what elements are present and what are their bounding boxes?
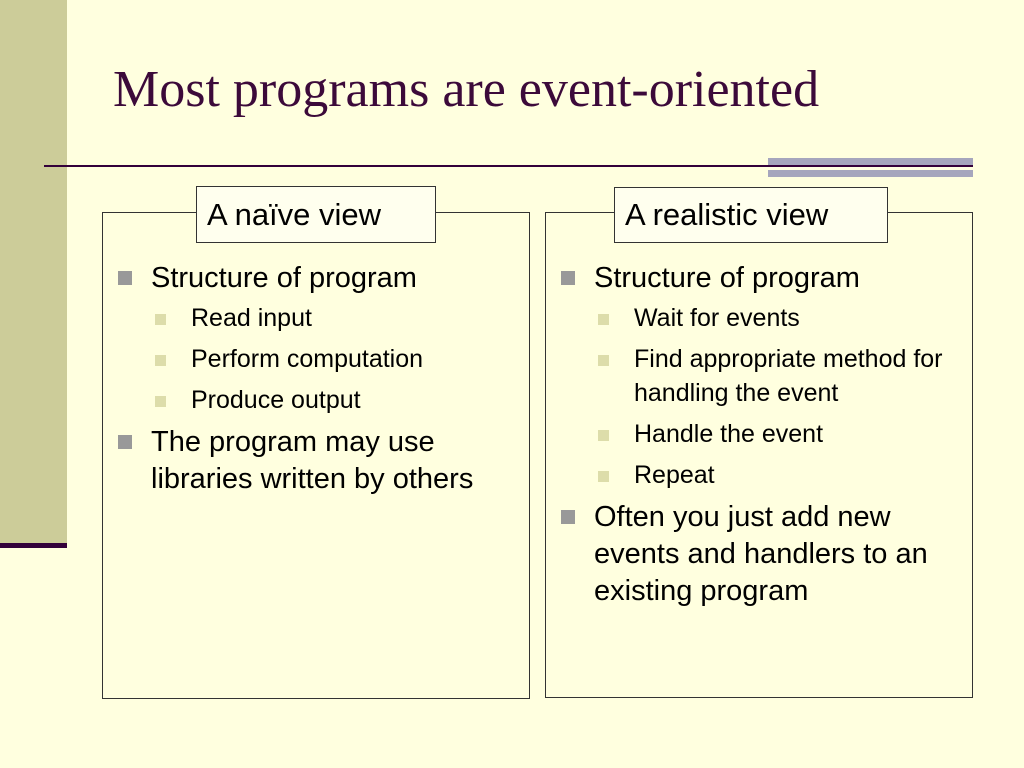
sub-bullet-item [594, 417, 961, 451]
sub-bullet-text: Handle the event [634, 420, 824, 448]
bullet-text: Structure of program [151, 262, 417, 294]
slide-title: Most programs are event-oriented [113, 61, 820, 118]
sub-bullet-text: Produce output [191, 386, 361, 414]
realistic-view-label: A realistic view [614, 187, 888, 243]
square-bullet-icon [598, 471, 609, 482]
title-rule [44, 165, 973, 167]
sub-bullet-list [594, 301, 961, 492]
sub-bullet-item [594, 342, 961, 410]
square-bullet-icon [118, 271, 132, 285]
left-decor-band [0, 0, 67, 545]
square-bullet-icon [598, 355, 609, 366]
sub-bullet-text: Find appropriate method for handling the event [634, 345, 943, 407]
accent-bar [768, 158, 973, 165]
naive-view-bullet-list [118, 260, 518, 502]
sub-bullet-item [594, 301, 961, 335]
bullet-item [118, 260, 518, 417]
square-bullet-icon [155, 314, 166, 325]
bullet-text: Often you just add new events and handlers to an existing program [594, 501, 928, 607]
sub-bullet-item [594, 458, 961, 492]
square-bullet-icon [598, 430, 609, 441]
square-bullet-icon [118, 435, 132, 449]
sub-bullet-text: Perform computation [191, 345, 424, 373]
sub-bullet-text: Read input [191, 304, 312, 332]
sub-bullet-text: Wait for events [634, 304, 800, 332]
sub-bullet-text: Repeat [634, 461, 715, 489]
bullet-item [561, 260, 961, 492]
bullet-item [118, 424, 518, 498]
sub-bullet-item [151, 301, 518, 335]
square-bullet-icon [155, 355, 166, 366]
bullet-text: Structure of program [594, 262, 860, 294]
square-bullet-icon [598, 314, 609, 325]
bullet-text: The program may use libraries written by others [151, 426, 474, 495]
accent-bar [768, 170, 973, 177]
square-bullet-icon [561, 510, 575, 524]
sub-bullet-item [151, 383, 518, 417]
sub-bullet-item [151, 342, 518, 376]
left-decor-line [0, 543, 67, 548]
square-bullet-icon [561, 271, 575, 285]
realistic-view-bullet-list [561, 260, 961, 614]
bullet-item [561, 499, 961, 610]
sub-bullet-list [151, 301, 518, 417]
square-bullet-icon [155, 396, 166, 407]
naive-view-label: A naïve view [196, 186, 436, 243]
